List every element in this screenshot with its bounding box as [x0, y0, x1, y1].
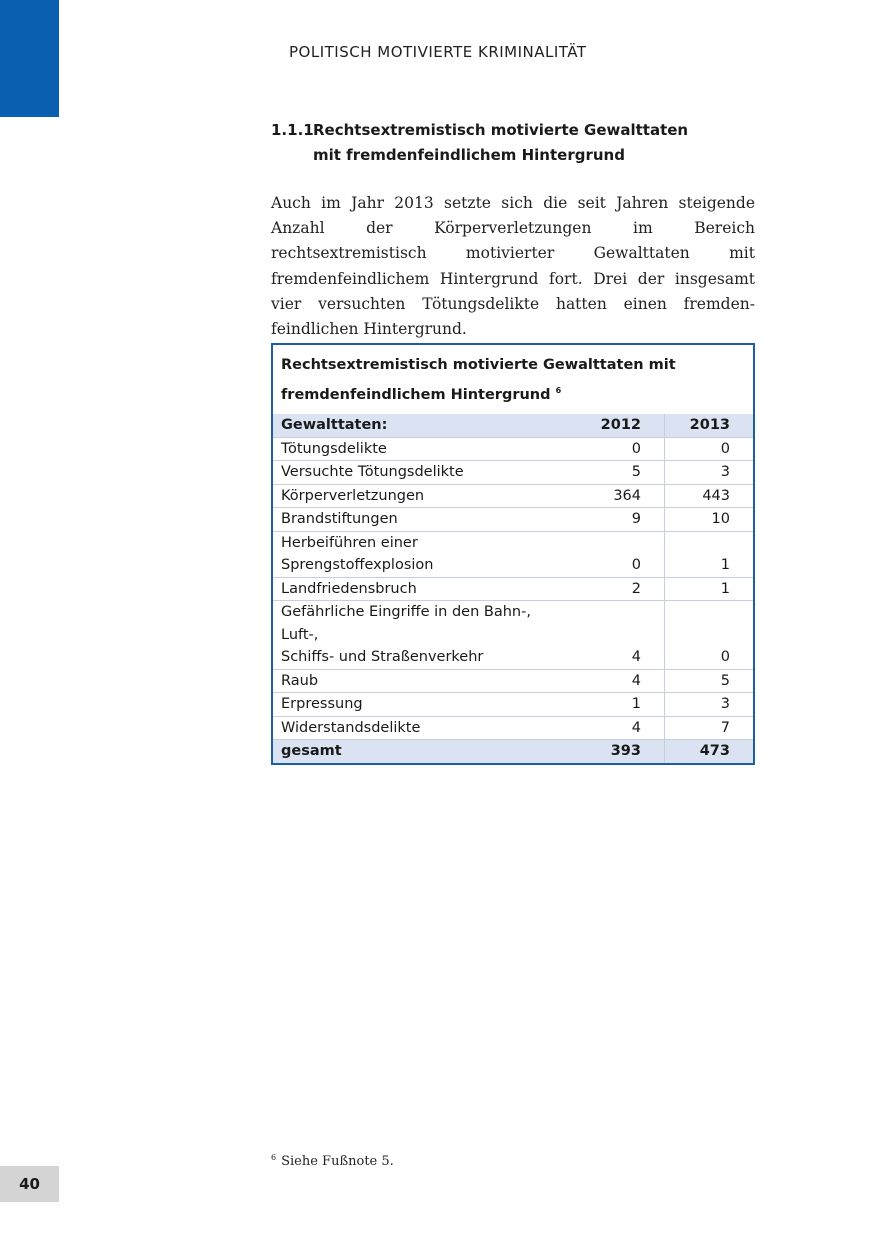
row-label: Raub [281, 672, 319, 689]
caption-footnote-ref: 6 [555, 386, 562, 395]
row-label: Versuchte Tötungsdelikte [281, 464, 464, 480]
row-label: Landfriedensbruch [281, 580, 417, 597]
row-value-2012: 4 [546, 601, 665, 669]
row-value-2013: 5 [720, 672, 730, 689]
section-title: Rechtsextremistisch motivierte Gewalttaten mit fremdenfeindlichem Hintergrund [313, 121, 689, 164]
total-label: gesamt [281, 743, 342, 759]
row-label: Erpressung [281, 696, 363, 712]
header-label: Gewalttaten: [281, 417, 388, 433]
table-caption-line2-wrap [281, 378, 745, 408]
table-row [273, 692, 753, 716]
table-row [273, 437, 753, 461]
row-value-2013: 443 [702, 487, 730, 504]
chapter-color-tab [0, 0, 59, 117]
table-caption [273, 345, 753, 414]
table-caption-line2: fremdenfeindlichem Hintergrund [281, 387, 551, 403]
row-value-2012: 4 [546, 670, 665, 693]
total-value-2012: 393 [546, 740, 665, 763]
table-header-row [273, 414, 753, 437]
row-value-2012: 0 [546, 532, 665, 577]
table-row [273, 600, 753, 669]
table-row [273, 460, 753, 484]
section-heading [271, 118, 711, 168]
row-label: Tötungsdelikte [281, 440, 387, 457]
footnote-text: Siehe Fußnote 5. [281, 1154, 394, 1169]
page-number: 40 [0, 1166, 59, 1202]
total-value-2013: 473 [699, 743, 730, 759]
row-value-2012: 5 [546, 461, 665, 484]
statistics-table [271, 343, 755, 765]
row-label: Brandstiftungen [281, 511, 398, 527]
row-label: Körperverletzungen [281, 487, 425, 504]
table-caption-line1: Rechtsextremistisch motivierte Gewalttaten mit [281, 357, 676, 373]
section-number: 1.1.1 [271, 121, 314, 139]
row-value-2013: 1 [720, 580, 730, 597]
row-value-2012: 9 [546, 508, 665, 531]
row-value-2012: 1 [546, 693, 665, 716]
row-label-line1: Gefährliche Eingriffe in den Bahn-, Luft-, [281, 604, 531, 643]
row-value-2012: 364 [546, 485, 665, 508]
row-label-line2: Schiffs- und Straßenverkehr [281, 649, 484, 665]
running-head: POLITISCH MOTIVIERTE KRIMINALITÄT [289, 43, 587, 61]
footnote-marker: 6 [271, 1153, 277, 1162]
row-label: Widerstandsdelikte [281, 719, 421, 736]
row-label [273, 601, 546, 669]
body-paragraph: Auch im Jahr 2013 setzte sich die seit Jahren steigende Anzahl der Körperverletzungen im Bereich rechtsextremistisch motivierter Gewalttaten mit fremdenfeindlichem Hintergrund fort. Drei der insgesamt vier versuchten Tötungsdelikte hatten einen fremden-feindlichen Hintergrund. [271, 194, 755, 339]
table-row [273, 484, 753, 508]
row-value-2012: 2 [546, 578, 665, 601]
row-value-2012: 4 [546, 717, 665, 740]
table-row [273, 669, 753, 693]
table-row [273, 507, 753, 531]
row-value-2013: 0 [720, 440, 730, 457]
table-total-row [273, 739, 753, 763]
table-row [273, 577, 753, 601]
row-value-2013: 3 [720, 696, 730, 712]
header-col-2013: 2013 [689, 417, 730, 433]
row-value-2013: 1 [720, 557, 730, 573]
row-label: Herbeiführen einer Sprengstoffexplosion [281, 534, 434, 573]
row-value-2012: 0 [546, 438, 665, 461]
header-col-2012: 2012 [546, 414, 665, 437]
row-value-2013: 3 [720, 464, 730, 480]
row-value-2013: 7 [720, 719, 730, 736]
row-value-2013: 10 [711, 511, 730, 527]
footnote [271, 1153, 394, 1169]
row-value-2013: 0 [720, 649, 730, 665]
table-row [273, 716, 753, 740]
table-row [273, 531, 753, 577]
